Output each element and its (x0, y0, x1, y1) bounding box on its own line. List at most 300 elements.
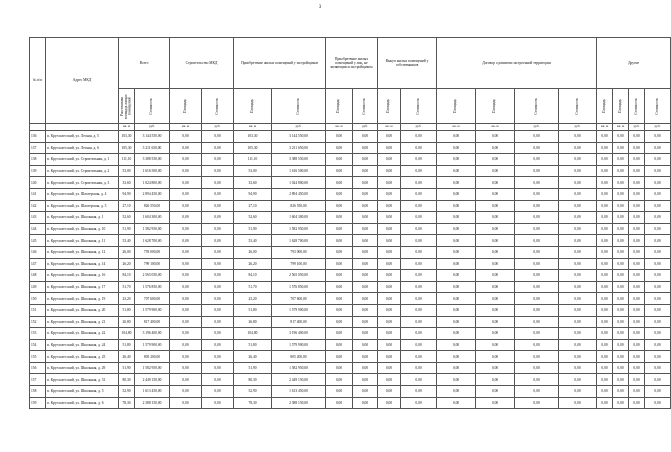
total-area-cell: 27,10 (119, 200, 135, 212)
development-cost-2-cell: 0,00 (559, 258, 597, 270)
address-cell: п. Круглолесский, ул. Школьная, д. 16 (46, 270, 119, 282)
unit-cost: руб. (353, 124, 378, 131)
redemption-area-cell: 0,00 (378, 188, 401, 200)
development-area-cell: 0,00 (437, 304, 476, 316)
other-cost-cell: 0,00 (629, 351, 645, 363)
row-number: 154 (30, 339, 46, 351)
development-area-cell: 0,00 (437, 142, 476, 154)
non-builders-cost-cell: 0,00 (353, 281, 378, 293)
address-cell: п. Круглолесский, ул. Школьная, д. 19 (46, 293, 119, 305)
construction-cost-cell: 0,00 (202, 374, 234, 386)
other-cost-cell: 0,00 (629, 258, 645, 270)
construction-area-cell: 0,00 (170, 223, 202, 235)
row-number: 145 (30, 235, 46, 247)
unit-area: кв. м (234, 124, 272, 131)
subheader-redemption-cost: Стоимость (401, 89, 437, 124)
total-area-cell: 104,80 (119, 328, 135, 340)
redemption-area-cell: 0,00 (378, 328, 401, 340)
non-builders-cost-cell: 0,00 (353, 188, 378, 200)
development-area-cell: 0,00 (437, 397, 476, 409)
development-cost-2-cell: 0,00 (559, 281, 597, 293)
other-cost-cell: 0,00 (629, 328, 645, 340)
non-builders-cost-cell: 0,00 (353, 397, 378, 409)
non-builders-area-cell: 0,00 (326, 316, 353, 328)
builders-cost-cell: 2 565 050,00 (272, 270, 326, 282)
other-area-2-cell: 0,00 (613, 304, 629, 316)
redemption-cost-cell: 0,00 (401, 397, 437, 409)
row-number: 141 (30, 188, 46, 200)
other-area-cell: 0,00 (597, 386, 613, 398)
construction-cost-cell: 0,00 (202, 304, 234, 316)
builders-area-cell: 26,00 (234, 246, 272, 258)
total-area-cell: 105,30 (119, 142, 135, 154)
other-cost-2-cell: 0,00 (645, 304, 671, 316)
subheader-other-area-2: Площадь (613, 89, 629, 124)
table-row (30, 281, 671, 293)
other-area-2-cell: 0,00 (613, 362, 629, 374)
development-area-2-cell: 0,00 (476, 304, 515, 316)
address-cell: п. Круглолесский, ул. Школьная, д. 17 (46, 281, 119, 293)
total-cost-cell: 1 628 700,00 (135, 235, 170, 247)
subheader-builders-area: Площадь (234, 89, 272, 124)
redemption-cost-cell: 0,00 (401, 223, 437, 235)
development-cost-2-cell: 0,00 (559, 316, 597, 328)
development-area-2-cell: 0,00 (476, 386, 515, 398)
construction-area-cell: 0,00 (170, 397, 202, 409)
non-builders-cost-cell: 0,00 (353, 270, 378, 282)
construction-area-cell: 0,00 (170, 258, 202, 270)
other-area-2-cell: 0,00 (613, 177, 629, 189)
unit-area: кв. м (476, 124, 515, 131)
other-cost-cell: 0,00 (629, 386, 645, 398)
builders-cost-cell: 1 582 950,00 (272, 223, 326, 235)
construction-cost-cell: 0,00 (202, 316, 234, 328)
development-area-cell: 0,00 (437, 339, 476, 351)
redemption-cost-cell: 0,00 (401, 142, 437, 154)
table-body (30, 131, 671, 409)
other-cost-2-cell: 0,00 (645, 397, 671, 409)
address-cell: п. Круглолесский, ул. Школьная, д. 14 (46, 258, 119, 270)
redemption-area-cell: 0,00 (378, 246, 401, 258)
other-area-cell: 0,00 (597, 362, 613, 374)
development-cost-cell: 0,00 (515, 131, 559, 143)
total-area-cell: 52,60 (119, 212, 135, 224)
development-cost-cell: 0,00 (515, 304, 559, 316)
development-cost-cell: 0,00 (515, 374, 559, 386)
other-cost-cell: 0,00 (629, 362, 645, 374)
development-cost-2-cell: 0,00 (559, 328, 597, 340)
development-area-cell: 0,00 (437, 270, 476, 282)
builders-cost-cell: 3 196 400,00 (272, 328, 326, 340)
subheader-construction-area: Площадь (170, 89, 202, 124)
other-cost-cell: 0,00 (629, 212, 645, 224)
non-builders-cost-cell: 0,00 (353, 258, 378, 270)
subheader-development-area-2: Площадь (476, 89, 515, 124)
other-cost-2-cell: 0,00 (645, 212, 671, 224)
other-area-2-cell: 0,00 (613, 154, 629, 166)
table-row (30, 177, 671, 189)
construction-area-cell: 0,00 (170, 177, 202, 189)
header-row-units (30, 124, 671, 131)
development-cost-cell: 0,00 (515, 177, 559, 189)
table-row (30, 351, 671, 363)
redemption-area-cell: 0,00 (378, 142, 401, 154)
total-cost-cell: 1 024 800,00 (135, 177, 170, 189)
total-area-cell: 52,90 (119, 386, 135, 398)
builders-area-cell: 53,00 (234, 165, 272, 177)
other-area-2-cell: 0,00 (613, 188, 629, 200)
other-cost-cell: 0,00 (629, 235, 645, 247)
non-builders-area-cell: 0,00 (326, 328, 353, 340)
unit-blank (46, 124, 119, 131)
development-area-2-cell: 0,00 (476, 351, 515, 363)
builders-cost-cell: 1 579 900,00 (272, 339, 326, 351)
other-area-2-cell: 0,00 (613, 223, 629, 235)
construction-area-cell: 0,00 (170, 351, 202, 363)
construction-cost-cell: 0,00 (202, 235, 234, 247)
builders-area-cell: 52,60 (234, 212, 272, 224)
development-cost-cell: 0,00 (515, 200, 559, 212)
total-area-cell: 111,10 (119, 154, 135, 166)
non-builders-area-cell: 0,00 (326, 362, 353, 374)
construction-area-cell: 0,00 (170, 142, 202, 154)
row-number: 138 (30, 154, 46, 166)
other-area-cell: 0,00 (597, 246, 613, 258)
other-area-cell: 0,00 (597, 397, 613, 409)
non-builders-area-cell: 0,00 (326, 281, 353, 293)
non-builders-cost-cell: 0,00 (353, 386, 378, 398)
development-area-2-cell: 0,00 (476, 246, 515, 258)
other-cost-2-cell: 0,00 (645, 293, 671, 305)
unit-cost: руб. (135, 124, 170, 131)
redemption-cost-cell: 0,00 (401, 293, 437, 305)
construction-area-cell: 0,00 (170, 304, 202, 316)
other-cost-2-cell: 0,00 (645, 374, 671, 386)
non-builders-area-cell: 0,00 (326, 397, 353, 409)
redemption-area-cell: 0,00 (378, 235, 401, 247)
development-area-2-cell: 0,00 (476, 397, 515, 409)
development-cost-cell: 0,00 (515, 165, 559, 177)
builders-area-cell: 33,60 (234, 177, 272, 189)
development-area-2-cell: 0,00 (476, 165, 515, 177)
redemption-cost-cell: 0,00 (401, 328, 437, 340)
total-cost-cell: 817 400,00 (135, 316, 170, 328)
address-cell: п. Круглолесский, ул. Шахтерская, д. 4 (46, 188, 119, 200)
builders-area-cell: 51,90 (234, 223, 272, 235)
construction-area-cell: 0,00 (170, 328, 202, 340)
other-area-2-cell: 0,00 (613, 397, 629, 409)
subheader-redemption-area: Площадь (378, 89, 401, 124)
development-area-cell: 0,00 (437, 212, 476, 224)
table-row (30, 212, 671, 224)
address-cell: п. Круглолесский, ул. Лесная, д. 6 (46, 142, 119, 154)
non-builders-area-cell: 0,00 (326, 154, 353, 166)
builders-cost-cell: 2 388 150,00 (272, 397, 326, 409)
construction-cost-cell: 0,00 (202, 339, 234, 351)
redemption-area-cell: 0,00 (378, 177, 401, 189)
other-cost-2-cell: 0,00 (645, 223, 671, 235)
builders-area-cell: 103,30 (234, 131, 272, 143)
non-builders-area-cell: 0,00 (326, 212, 353, 224)
row-number: 158 (30, 386, 46, 398)
row-number: 142 (30, 200, 46, 212)
other-area-2-cell: 0,00 (613, 386, 629, 398)
development-area-cell: 0,00 (437, 316, 476, 328)
non-builders-area-cell: 0,00 (326, 246, 353, 258)
total-area-cell: 53,00 (119, 165, 135, 177)
development-cost-cell: 0,00 (515, 223, 559, 235)
other-cost-cell: 0,00 (629, 154, 645, 166)
subheader-development-cost: Стоимость (515, 89, 559, 124)
other-cost-2-cell: 0,00 (645, 386, 671, 398)
total-area-cell: 78,30 (119, 397, 135, 409)
total-cost-cell: 1 579 900,00 (135, 339, 170, 351)
non-builders-area-cell: 0,00 (326, 304, 353, 316)
table-row (30, 235, 671, 247)
total-cost-cell: 1 604 300,00 (135, 212, 170, 224)
development-area-2-cell: 0,00 (476, 235, 515, 247)
address-cell: п. Круглолесский, ул. Школьная, д. 10 (46, 223, 119, 235)
row-number: 143 (30, 212, 46, 224)
construction-cost-cell: 0,00 (202, 200, 234, 212)
other-cost-2-cell: 0,00 (645, 316, 671, 328)
redemption-cost-cell: 0,00 (401, 374, 437, 386)
construction-cost-cell: 0,00 (202, 165, 234, 177)
builders-area-cell: 23,20 (234, 293, 272, 305)
construction-area-cell: 0,00 (170, 188, 202, 200)
builders-cost-cell: 805 200,00 (272, 351, 326, 363)
development-cost-2-cell: 0,00 (559, 142, 597, 154)
subheader-other-cost: Стоимость (629, 89, 645, 124)
header-construction: Строительство МКД (170, 38, 234, 89)
development-area-2-cell: 0,00 (476, 212, 515, 224)
address-cell: п. Круглолесский, ул. Строительная, д. 2 (46, 165, 119, 177)
other-area-cell: 0,00 (597, 131, 613, 143)
unit-area: кв. м (597, 124, 613, 131)
redemption-area-cell: 0,00 (378, 397, 401, 409)
development-cost-cell: 0,00 (515, 316, 559, 328)
header-redemption: Выкуп жилых помещений у собственников (378, 38, 437, 89)
development-area-cell: 0,00 (437, 258, 476, 270)
development-cost-2-cell: 0,00 (559, 293, 597, 305)
development-cost-2-cell: 0,00 (559, 386, 597, 398)
unit-cost: руб. (401, 124, 437, 131)
unit-cost: руб. (559, 124, 597, 131)
table-row (30, 304, 671, 316)
subheader-builders-cost: Стоимость (272, 89, 326, 124)
redemption-cost-cell: 0,00 (401, 235, 437, 247)
development-area-2-cell: 0,00 (476, 142, 515, 154)
redemption-cost-cell: 0,00 (401, 386, 437, 398)
construction-cost-cell: 0,00 (202, 131, 234, 143)
total-cost-cell: 3 211 650,00 (135, 142, 170, 154)
development-cost-2-cell: 0,00 (559, 212, 597, 224)
table-row (30, 293, 671, 305)
non-builders-cost-cell: 0,00 (353, 131, 378, 143)
row-number: 157 (30, 374, 46, 386)
other-cost-cell: 0,00 (629, 339, 645, 351)
other-area-cell: 0,00 (597, 374, 613, 386)
other-cost-2-cell: 0,00 (645, 142, 671, 154)
builders-area-cell: 105,30 (234, 142, 272, 154)
address-cell: п. Круглолесский, ул. Строительная, д. 1 (46, 154, 119, 166)
table-row (30, 258, 671, 270)
development-cost-2-cell: 0,00 (559, 339, 597, 351)
address-cell: п. Круглолесский, ул. Школьная, д. 25 (46, 351, 119, 363)
redemption-cost-cell: 0,00 (401, 154, 437, 166)
construction-cost-cell: 0,00 (202, 258, 234, 270)
subheader-other-area: Площадь (597, 89, 613, 124)
total-cost-cell: 1 613 450,00 (135, 386, 170, 398)
development-cost-2-cell: 0,00 (559, 165, 597, 177)
builders-area-cell: 80,30 (234, 374, 272, 386)
total-area-cell: 84,10 (119, 270, 135, 282)
redemption-area-cell: 0,00 (378, 200, 401, 212)
other-area-cell: 0,00 (597, 316, 613, 328)
redemption-area-cell: 0,00 (378, 281, 401, 293)
other-area-cell: 0,00 (597, 304, 613, 316)
development-cost-cell: 0,00 (515, 246, 559, 258)
redemption-cost-cell: 0,00 (401, 281, 437, 293)
other-area-2-cell: 0,00 (613, 339, 629, 351)
construction-area-cell: 0,00 (170, 165, 202, 177)
other-cost-cell: 0,00 (629, 304, 645, 316)
total-cost-cell: 2 565 050,00 (135, 270, 170, 282)
construction-cost-cell: 0,00 (202, 270, 234, 282)
development-cost-2-cell: 0,00 (559, 374, 597, 386)
unit-blank (30, 124, 46, 131)
row-number: 159 (30, 397, 46, 409)
other-cost-cell: 0,00 (629, 316, 645, 328)
address-cell: п. Круглолесский, ул. Школьная, д. 22 (46, 328, 119, 340)
redemption-area-cell: 0,00 (378, 293, 401, 305)
total-area-cell: 26,80 (119, 316, 135, 328)
other-area-cell: 0,00 (597, 281, 613, 293)
redemption-area-cell: 0,00 (378, 131, 401, 143)
development-cost-2-cell: 0,00 (559, 200, 597, 212)
redemption-cost-cell: 0,00 (401, 200, 437, 212)
header-other: Другие (597, 38, 671, 89)
builders-cost-cell: 1 582 950,00 (272, 362, 326, 374)
builders-cost-cell: 1 604 300,00 (272, 212, 326, 224)
construction-cost-cell: 0,00 (202, 293, 234, 305)
other-cost-cell: 0,00 (629, 293, 645, 305)
address-cell: п. Круглолесский, ул. Школьная, д. 31 (46, 374, 119, 386)
table-row (30, 188, 671, 200)
development-cost-cell: 0,00 (515, 328, 559, 340)
total-area-cell: 80,30 (119, 374, 135, 386)
builders-cost-cell: 2 894 450,00 (272, 188, 326, 200)
non-builders-cost-cell: 0,00 (353, 351, 378, 363)
total-area-cell: 51,90 (119, 223, 135, 235)
redemption-area-cell: 0,00 (378, 386, 401, 398)
builders-cost-cell: 3 211 650,00 (272, 142, 326, 154)
builders-area-cell: 84,10 (234, 270, 272, 282)
address-cell: п. Круглолесский, ул. Школьная, д. 6 (46, 397, 119, 409)
redemption-area-cell: 0,00 (378, 258, 401, 270)
other-area-2-cell: 0,00 (613, 316, 629, 328)
other-cost-2-cell: 0,00 (645, 362, 671, 374)
non-builders-cost-cell: 0,00 (353, 177, 378, 189)
builders-cost-cell: 817 400,00 (272, 316, 326, 328)
address-cell: п. Круглолесский, ул. Школьная, д. 21 (46, 316, 119, 328)
construction-area-cell: 0,00 (170, 131, 202, 143)
row-number: 140 (30, 177, 46, 189)
builders-area-cell: 51,80 (234, 339, 272, 351)
subheader-other-cost-2: Стоимость (645, 89, 671, 124)
builders-area-cell: 26,20 (234, 258, 272, 270)
other-cost-2-cell: 0,00 (645, 165, 671, 177)
other-cost-cell: 0,00 (629, 142, 645, 154)
non-builders-cost-cell: 0,00 (353, 246, 378, 258)
table-row (30, 386, 671, 398)
non-builders-area-cell: 0,00 (326, 351, 353, 363)
other-cost-2-cell: 0,00 (645, 235, 671, 247)
builders-area-cell: 53,40 (234, 235, 272, 247)
total-cost-cell: 805 200,00 (135, 351, 170, 363)
other-cost-2-cell: 0,00 (645, 281, 671, 293)
non-builders-cost-cell: 0,00 (353, 235, 378, 247)
total-area-cell: 26,00 (119, 246, 135, 258)
builders-area-cell: 51,70 (234, 281, 272, 293)
unit-area: кв. м (326, 124, 353, 131)
construction-area-cell: 0,00 (170, 212, 202, 224)
table-row (30, 270, 671, 282)
total-cost-cell: 707 600,00 (135, 293, 170, 305)
builders-cost-cell: 799 100,00 (272, 258, 326, 270)
other-cost-2-cell: 0,00 (645, 188, 671, 200)
construction-cost-cell: 0,00 (202, 362, 234, 374)
non-builders-cost-cell: 0,00 (353, 212, 378, 224)
other-area-cell: 0,00 (597, 351, 613, 363)
unit-area: кв. м (613, 124, 629, 131)
total-cost-cell: 3 388 550,00 (135, 154, 170, 166)
builders-cost-cell: 793 000,00 (272, 246, 326, 258)
builders-area-cell: 52,90 (234, 386, 272, 398)
builders-area-cell: 111,10 (234, 154, 272, 166)
construction-cost-cell: 0,00 (202, 212, 234, 224)
development-area-2-cell: 0,00 (476, 223, 515, 235)
development-cost-cell: 0,00 (515, 235, 559, 247)
development-area-cell: 0,00 (437, 223, 476, 235)
development-area-2-cell: 0,00 (476, 258, 515, 270)
builders-cost-cell: 1 579 900,00 (272, 304, 326, 316)
construction-area-cell: 0,00 (170, 200, 202, 212)
builders-cost-cell: 3 388 550,00 (272, 154, 326, 166)
other-area-cell: 0,00 (597, 165, 613, 177)
redemption-cost-cell: 0,00 (401, 246, 437, 258)
development-area-cell: 0,00 (437, 281, 476, 293)
development-cost-cell: 0,00 (515, 258, 559, 270)
address-cell: п. Круглолесский, ул. Строительная, д. 3 (46, 177, 119, 189)
non-builders-area-cell: 0,00 (326, 293, 353, 305)
table-row (30, 374, 671, 386)
total-cost-cell: 2 388 150,00 (135, 397, 170, 409)
other-area-2-cell: 0,00 (613, 165, 629, 177)
non-builders-cost-cell: 0,00 (353, 223, 378, 235)
non-builders-cost-cell: 0,00 (353, 316, 378, 328)
other-area-cell: 0,00 (597, 235, 613, 247)
unit-cost: руб. (202, 124, 234, 131)
other-cost-2-cell: 0,00 (645, 177, 671, 189)
development-cost-cell: 0,00 (515, 362, 559, 374)
other-cost-2-cell: 0,00 (645, 200, 671, 212)
header-total: Всего (119, 38, 170, 89)
construction-area-cell: 0,00 (170, 281, 202, 293)
construction-cost-cell: 0,00 (202, 397, 234, 409)
total-area-cell: 51,80 (119, 339, 135, 351)
other-area-2-cell: 0,00 (613, 270, 629, 282)
